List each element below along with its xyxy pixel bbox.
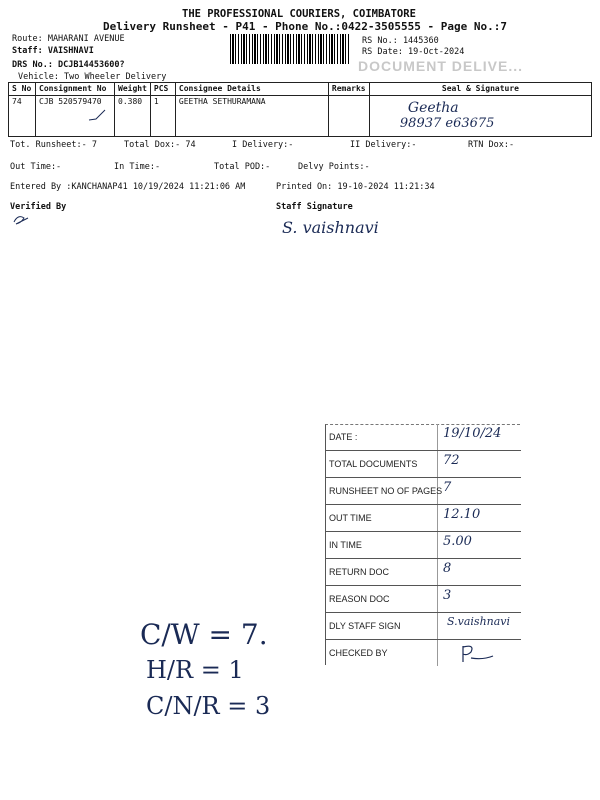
- pen-stroke-mark: [88, 106, 108, 124]
- staff-label: Staff: VAISHNAVI: [12, 46, 94, 56]
- stamp-row-out-time: [325, 505, 521, 532]
- col-seal: Seal & Signature: [369, 83, 591, 96]
- cell-pcs: 1: [150, 96, 175, 137]
- stamp-value: 3: [443, 588, 452, 603]
- stamp-value: S.vaishnavi: [447, 615, 511, 628]
- stamp-value: 72: [443, 453, 460, 468]
- stamp-label: DATE :: [329, 432, 358, 442]
- company-name: THE PROFESSIONAL COURIERS, COIMBATORE: [182, 8, 416, 20]
- stamp-value: 7: [443, 480, 452, 495]
- handnote-hr: H/R = 1: [146, 656, 244, 684]
- staff-signature-handwriting: S. vaishnavi: [282, 218, 379, 237]
- stamp-value: 5.00: [443, 534, 472, 549]
- stamp-label: CHECKED BY: [329, 648, 388, 658]
- col-pcs: PCS: [150, 83, 175, 96]
- stamp-row-date: [325, 424, 521, 451]
- stamp-label: OUT TIME: [329, 513, 372, 523]
- stamp-row-total-documents: [325, 451, 521, 478]
- cell-consignee: GEETHA SETHURAMANA: [175, 96, 328, 137]
- cell-weight: 0.380: [115, 96, 151, 137]
- delivery-stamp: [325, 424, 521, 666]
- verified-by: Verified By: [10, 202, 67, 212]
- stamp-label: DLY STAFF SIGN: [329, 621, 401, 631]
- handnote-cnr: C/N/R = 3: [146, 692, 271, 720]
- stamp-row-staff-sign: [325, 613, 521, 640]
- seal-handwriting-name: Geetha: [407, 100, 459, 116]
- stamp-row-return-doc: [325, 559, 521, 586]
- in-time: In Time:-: [114, 162, 161, 172]
- tot-runsheet: Tot. Runsheet:- 7: [10, 140, 97, 150]
- watermark-stamp: DOCUMENT DELIVE...: [358, 58, 524, 74]
- stamp-value: 12.10: [443, 507, 481, 522]
- stamp-value: 19/10/24: [443, 426, 502, 441]
- stamp-value: 8: [443, 561, 452, 576]
- rs-date: RS Date: 19-Oct-2024: [362, 47, 465, 57]
- stamp-label: REASON DOC: [329, 594, 390, 604]
- handnote-cw: C/W = 7.: [140, 618, 268, 651]
- i-delivery: I Delivery:-: [232, 140, 294, 150]
- stamp-label: RETURN DOC: [329, 567, 389, 577]
- total-dox: Total Dox:- 74: [124, 140, 196, 150]
- verifier-signature-mark: [12, 212, 32, 226]
- vehicle-label: Vehicle: Two Wheeler Delivery: [18, 72, 167, 82]
- col-sno: S No: [9, 83, 36, 96]
- cell-sno: 74: [9, 96, 36, 137]
- out-time: Out Time:-: [10, 162, 62, 172]
- cell-remarks: [328, 96, 369, 137]
- staff-signature-label: Staff Signature: [276, 202, 353, 212]
- printed-on: Printed On: 19-10-2024 11:21:34: [276, 182, 435, 192]
- runsheet-title: Delivery Runsheet - P41 - Phone No.:0422-3505555 - Page No.:7: [103, 20, 507, 33]
- rs-number: RS No.: 1445360: [362, 36, 439, 46]
- col-weight: Weight: [115, 83, 151, 96]
- drs-number: DRS No.: DCJB14453600?: [12, 60, 125, 70]
- seal-handwriting-number: 98937 e63675: [399, 116, 495, 131]
- stamp-label: RUNSHEET NO OF PAGES: [329, 486, 443, 496]
- total-pod: Total POD:-: [214, 162, 271, 172]
- col-consignment: Consignment No: [36, 83, 115, 96]
- checker-signature-mark: [457, 642, 497, 664]
- stamp-row-checked-by: [325, 640, 521, 666]
- stamp-row-runsheet-pages: [325, 478, 521, 505]
- barcode: [230, 34, 350, 64]
- rtn-dox: RTN Dox:-: [468, 140, 515, 150]
- entered-by: Entered By :KANCHANAP41 10/19/2024 11:21:06 AM: [10, 182, 246, 192]
- stamp-row-in-time: [325, 532, 521, 559]
- route-label: Route: MAHARANI AVENUE: [12, 34, 125, 44]
- cell-consignment: CJB 520579470: [36, 96, 115, 137]
- delvy-points: Delvy Points:-: [298, 162, 370, 172]
- table-header-row: [9, 83, 592, 96]
- cell-seal: [369, 96, 591, 137]
- col-remarks: Remarks: [328, 83, 369, 96]
- stamp-label: TOTAL DOCUMENTS: [329, 459, 418, 469]
- ii-delivery: II Delivery:-: [350, 140, 417, 150]
- stamp-label: IN TIME: [329, 540, 362, 550]
- col-consignee: Consignee Details: [175, 83, 328, 96]
- stamp-row-reason-doc: [325, 586, 521, 613]
